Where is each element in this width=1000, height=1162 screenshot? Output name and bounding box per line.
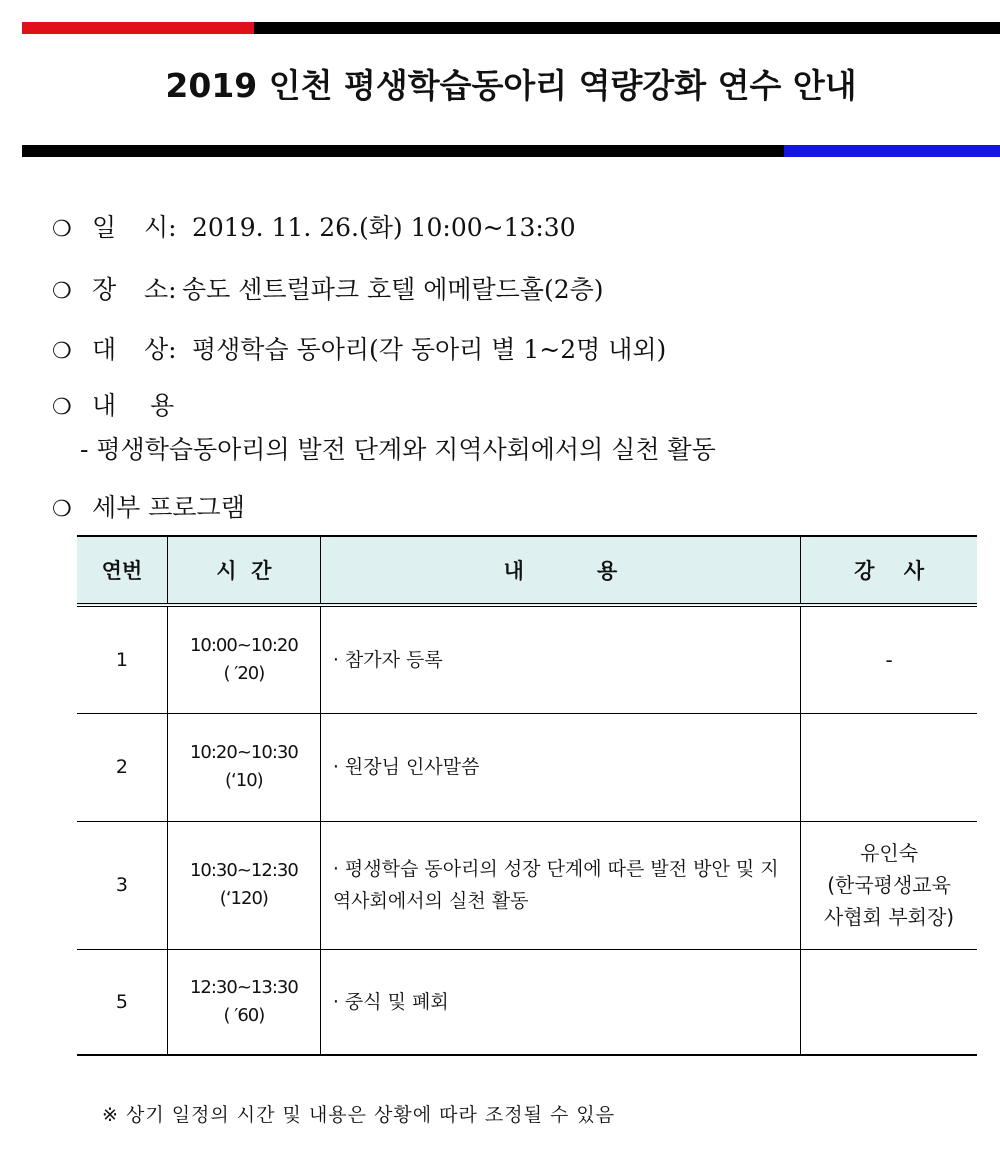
place-label-1: 장 xyxy=(92,275,117,304)
table-row xyxy=(77,821,977,949)
program-table xyxy=(77,535,977,1056)
target-label-1: 대 xyxy=(92,335,117,364)
time-duration: (‘10) xyxy=(225,770,263,791)
program-label: 세부 프로그램 xyxy=(92,493,245,522)
time-range: 10:00~10:20 xyxy=(189,634,298,656)
info-row-program xyxy=(52,488,245,524)
row-instructor xyxy=(801,949,977,1055)
header-content: 내 용 xyxy=(320,536,800,605)
circle-bullet-icon: ❍ xyxy=(52,279,72,304)
row-number: 3 xyxy=(77,821,167,949)
time-duration: ( ′60) xyxy=(223,1004,265,1026)
circle-bullet-icon: ❍ xyxy=(52,339,72,364)
content-label-1: 내 xyxy=(92,391,117,420)
table-row xyxy=(77,605,977,713)
row-number: 5 xyxy=(77,949,167,1055)
place-label-2: 소: xyxy=(144,275,177,304)
table-row xyxy=(77,713,977,821)
row-content: · 참가자 등록 xyxy=(320,605,800,713)
row-instructor xyxy=(801,605,977,713)
circle-bullet-icon: ❍ xyxy=(52,217,72,242)
header-instructor: 강 사 xyxy=(801,536,977,605)
table-header-row xyxy=(77,536,977,605)
row-instructor xyxy=(801,821,977,949)
info-row-content xyxy=(52,386,192,422)
row-time xyxy=(167,949,320,1055)
row-time xyxy=(167,605,320,713)
target-label-2: 상: xyxy=(144,335,177,364)
time-duration: ( ′20) xyxy=(223,662,265,684)
page-title: 2019 인천 평생학습동아리 역량강화 연수 안내 xyxy=(165,66,857,105)
table-row xyxy=(77,949,977,1055)
date-label-2: 시: xyxy=(144,213,177,242)
instructor-line: 유인숙 xyxy=(860,841,919,865)
top-black-bar xyxy=(254,22,1000,34)
instructor-line: (한국평생교육 xyxy=(827,873,951,897)
time-range: 10:20~10:30 xyxy=(189,742,298,763)
date-label-1: 일 xyxy=(92,213,117,242)
info-row-target xyxy=(52,330,666,366)
row-number: 2 xyxy=(77,713,167,821)
circle-bullet-icon: ❍ xyxy=(52,395,72,420)
info-row-place xyxy=(52,270,604,306)
time-duration: (‘120) xyxy=(219,888,268,909)
content-label-2: 용 xyxy=(150,391,175,420)
time-range: 12:30~13:30 xyxy=(189,976,298,998)
row-content: · 평생학습 동아리의 성장 단계에 따른 발전 방안 및 지역사회에서의 실천 활동 xyxy=(320,821,800,949)
footnote: ※ 상기 일정의 시간 및 내용은 상황에 따라 조정될 수 있음 xyxy=(102,1104,616,1126)
instructor-line: 사협회 부회장) xyxy=(824,905,955,929)
time-range: 10:30~12:30 xyxy=(189,860,298,881)
place-value: 송도 센트럴파크 호텔 에메랄드홀(2층) xyxy=(182,275,604,304)
circle-bullet-icon: ❍ xyxy=(52,497,72,522)
content-description: - 평생학습동아리의 발전 단계와 지역사회에서의 실천 활동 xyxy=(80,435,716,464)
top-red-bar xyxy=(22,22,254,34)
date-value: 2019. 11. 26.(화) 10:00~13:30 xyxy=(192,213,576,242)
row-time xyxy=(167,821,320,949)
instructor-line: - xyxy=(885,647,893,672)
row-content: · 원장님 인사말씀 xyxy=(320,713,800,821)
row-number: 1 xyxy=(77,605,167,713)
row-time xyxy=(167,713,320,821)
info-row-date xyxy=(52,208,576,244)
header-number: 연번 xyxy=(77,536,167,605)
bottom-blue-bar xyxy=(784,145,1000,157)
bottom-black-bar xyxy=(22,145,784,157)
target-value: 평생학습 동아리(각 동아리 별 1~2명 내외) xyxy=(192,335,667,364)
row-instructor xyxy=(801,713,977,821)
header-time: 시 간 xyxy=(167,536,320,605)
row-content: · 중식 및 폐회 xyxy=(320,949,800,1055)
